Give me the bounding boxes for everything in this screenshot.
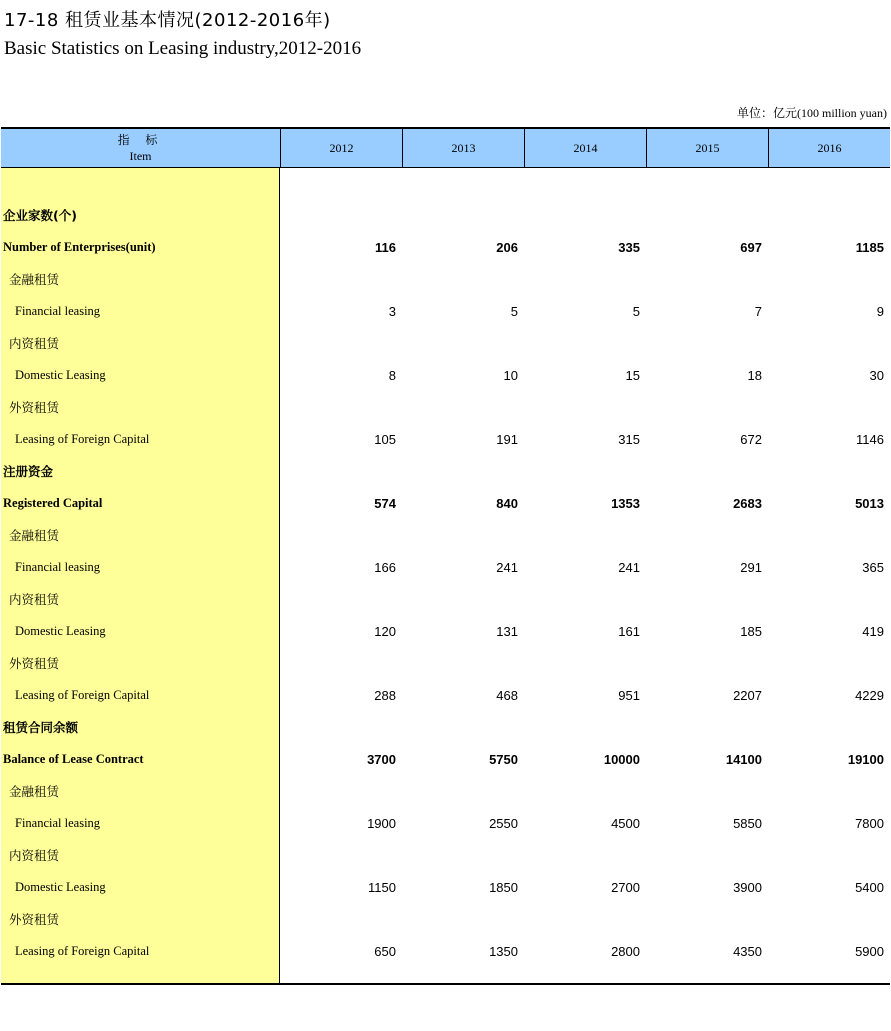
header-year: 2015 — [646, 129, 768, 167]
value-cell: 951 — [618, 687, 640, 703]
value-cell: 18 — [747, 367, 762, 383]
table-row-values — [280, 519, 890, 551]
row-label: Domestic Leasing — [15, 623, 106, 638]
table-row-label — [1, 903, 279, 935]
table-row-label — [1, 647, 279, 679]
value-cell: 4500 — [611, 815, 640, 831]
row-label: 内资租赁 — [9, 592, 60, 607]
header-year: 2016 — [768, 129, 890, 167]
row-label: 金融租赁 — [9, 528, 60, 543]
table-row-values — [280, 807, 890, 839]
value-cell: 10 — [503, 367, 518, 383]
table-row-label — [1, 519, 279, 551]
row-label: Financial leasing — [15, 303, 101, 318]
header-year: 2012 — [280, 129, 402, 167]
value-cell: 840 — [496, 495, 518, 511]
value-cell: 315 — [618, 431, 640, 447]
table-header — [1, 129, 890, 168]
row-label: Number of Enterprises(unit) — [3, 239, 156, 254]
row-label: Leasing of Foreign Capital — [15, 943, 150, 958]
table-row-label — [1, 359, 279, 391]
value-cell: 5900 — [855, 943, 884, 959]
table-row-label — [1, 871, 279, 903]
value-cell: 116 — [375, 239, 396, 255]
table-row-values — [280, 903, 890, 935]
value-cell: 185 — [740, 623, 762, 639]
table-row-label — [1, 391, 279, 423]
table-row-values — [280, 551, 890, 583]
header-year: 2014 — [524, 129, 646, 167]
table-row-label — [1, 615, 279, 647]
value-cell: 4229 — [855, 687, 884, 703]
value-cell: 650 — [374, 943, 396, 959]
unit-label-english: (100 million yuan) — [797, 106, 887, 120]
value-cell: 1146 — [856, 431, 884, 447]
table-row-values — [280, 391, 890, 423]
value-cell: 15 — [625, 367, 640, 383]
table-title-english: Basic Statistics on Leasing industry,2012-2016 — [4, 38, 362, 59]
table-row-label — [1, 711, 279, 743]
table-row-values — [280, 679, 890, 711]
value-cell: 1185 — [855, 239, 884, 255]
table-row-label — [1, 807, 279, 839]
value-cell: 1350 — [489, 943, 518, 959]
unit-label-chinese: 单位：亿元 — [736, 106, 797, 120]
value-cell: 206 — [496, 239, 518, 255]
table-row-label — [1, 935, 279, 967]
value-cell: 7 — [754, 303, 762, 319]
value-cell: 291 — [740, 559, 762, 575]
value-cell: 8 — [388, 367, 396, 383]
value-cell: 2550 — [489, 815, 518, 831]
value-cell: 191 — [496, 431, 518, 447]
value-cell: 105 — [374, 431, 396, 447]
table-row-values — [280, 711, 890, 743]
table-row-values — [280, 743, 890, 775]
table-row-values — [280, 295, 890, 327]
value-cell: 5 — [632, 303, 640, 319]
value-cell: 9 — [876, 303, 884, 319]
row-label: 内资租赁 — [9, 336, 60, 351]
header-year: 2013 — [402, 129, 524, 167]
table-row-label — [1, 423, 279, 455]
row-label: Financial leasing — [15, 559, 101, 574]
value-cell: 5850 — [733, 815, 762, 831]
table-row-label — [1, 679, 279, 711]
value-cell: 14100 — [725, 751, 762, 767]
table-row-label — [1, 455, 279, 487]
table-row-values — [280, 231, 890, 263]
table-row-label — [1, 487, 279, 519]
value-cell: 166 — [374, 559, 396, 575]
table-title-chinese: 17-18 租赁业基本情况(2012-2016年) — [4, 10, 331, 31]
table-row-label — [1, 231, 279, 263]
value-cell: 574 — [374, 495, 396, 511]
row-label: Domestic Leasing — [15, 879, 106, 894]
value-cell: 672 — [740, 431, 762, 447]
unit-label — [737, 104, 887, 121]
table-row-label — [1, 583, 279, 615]
value-cell: 5013 — [855, 495, 884, 511]
value-cell: 288 — [374, 687, 396, 703]
value-cell: 5 — [510, 303, 518, 319]
value-cell: 1850 — [489, 879, 518, 895]
row-label: Financial leasing — [15, 815, 101, 830]
value-cell: 3900 — [733, 879, 762, 895]
row-label: 企业家数(个) — [3, 208, 77, 223]
value-cell: 697 — [740, 239, 762, 255]
table-row-values — [280, 583, 890, 615]
row-label: Domestic Leasing — [15, 367, 106, 382]
value-cell: 2800 — [611, 943, 640, 959]
row-label: 外资租赁 — [9, 656, 60, 671]
statistics-table — [1, 127, 890, 985]
value-cell: 241 — [618, 559, 640, 575]
header-item-english: Item — [129, 149, 152, 163]
table-row-values — [280, 423, 890, 455]
row-label: 内资租赁 — [9, 848, 60, 863]
table-row-values — [280, 263, 890, 295]
value-cell: 4350 — [733, 943, 762, 959]
table-row-values — [280, 871, 890, 903]
table-row-label — [1, 263, 279, 295]
value-cell: 131 — [496, 623, 518, 639]
table-row-values — [280, 487, 890, 519]
table-row-label — [1, 743, 279, 775]
table-row-values — [280, 327, 890, 359]
table-row-values — [280, 359, 890, 391]
table-body — [1, 168, 890, 983]
table-row-values — [280, 199, 890, 231]
row-label: 外资租赁 — [9, 400, 60, 415]
value-cell: 468 — [496, 687, 518, 703]
table-row-label — [1, 839, 279, 871]
value-cell: 365 — [862, 559, 884, 575]
row-label: Balance of Lease Contract — [3, 751, 144, 766]
table-row-values — [280, 615, 890, 647]
value-cell: 1150 — [368, 879, 396, 895]
table-row-values — [280, 647, 890, 679]
value-cell: 2683 — [733, 495, 762, 511]
value-cell: 120 — [374, 623, 396, 639]
value-cell: 419 — [862, 623, 884, 639]
table-row-label — [1, 551, 279, 583]
table-row-values — [280, 839, 890, 871]
row-label: 外资租赁 — [9, 912, 60, 927]
value-cell: 3700 — [367, 751, 396, 767]
table-row-label — [1, 775, 279, 807]
row-label: Leasing of Foreign Capital — [15, 687, 150, 702]
value-cell: 1900 — [367, 815, 396, 831]
item-column — [1, 168, 280, 983]
table-row-label — [1, 295, 279, 327]
row-label: 租赁合同余额 — [3, 720, 79, 735]
value-cell: 3 — [388, 303, 396, 319]
value-cell: 241 — [496, 559, 518, 575]
value-cell: 5750 — [489, 751, 518, 767]
value-cell: 2207 — [733, 687, 762, 703]
table-row-values — [280, 455, 890, 487]
value-columns — [280, 168, 890, 983]
value-cell: 1353 — [611, 495, 640, 511]
value-cell: 161 — [618, 623, 640, 639]
row-label: 金融租赁 — [9, 272, 60, 287]
table-row-label — [1, 199, 279, 231]
header-item-chinese: 指 标 — [117, 133, 164, 147]
header-item — [1, 129, 280, 167]
value-cell: 335 — [618, 239, 640, 255]
value-cell: 19100 — [847, 751, 884, 767]
row-label: 金融租赁 — [9, 784, 60, 799]
value-cell: 5400 — [855, 879, 884, 895]
row-label: Registered Capital — [3, 495, 103, 510]
row-label: 注册资金 — [3, 464, 54, 479]
row-label: Leasing of Foreign Capital — [15, 431, 150, 446]
value-cell: 2700 — [611, 879, 640, 895]
value-cell: 30 — [869, 367, 884, 383]
value-cell: 10000 — [603, 751, 640, 767]
value-cell: 7800 — [855, 815, 884, 831]
table-row-values — [280, 775, 890, 807]
table-row-label — [1, 327, 279, 359]
table-row-values — [280, 935, 890, 967]
